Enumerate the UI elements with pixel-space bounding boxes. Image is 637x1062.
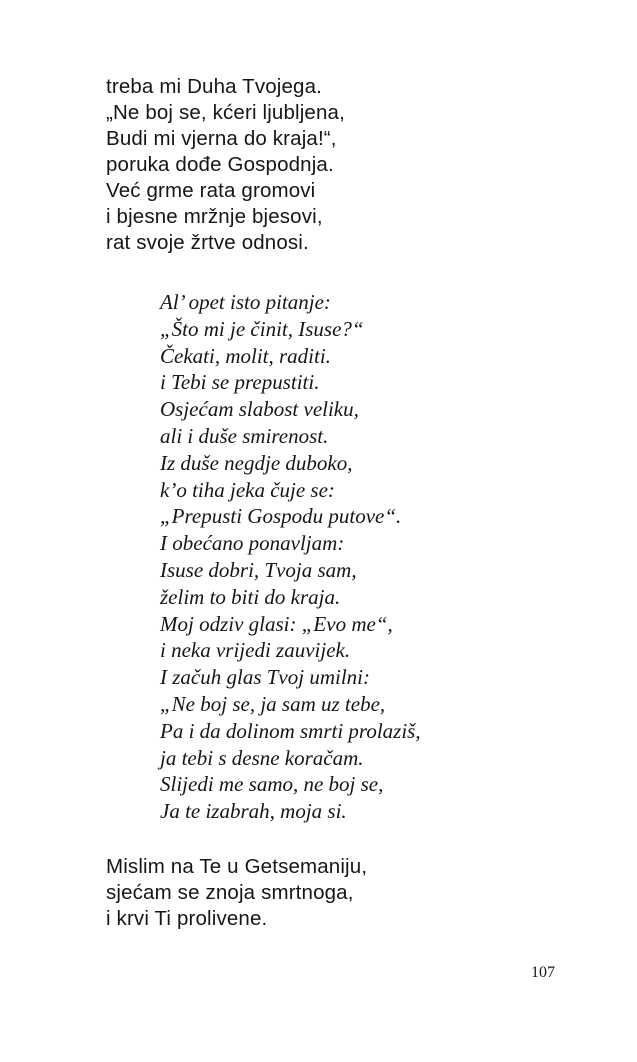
poem-line: rat svoje žrtve odnosi.: [106, 231, 309, 254]
poem-line: Već grme rata gromovi: [106, 179, 316, 202]
stanza-3: [106, 854, 367, 932]
poem-line: Al’ opet isto pitanje:: [160, 290, 331, 314]
poem-line: Osjećam slabost veliku,: [160, 397, 359, 422]
poem-line: Mislim na Te u Getsemaniju,: [106, 855, 368, 878]
stanza-2-italic: [160, 289, 421, 825]
poem-line: Ja te izabrah, moja si.: [160, 799, 347, 824]
poem-line: i krvi Ti prolivene.: [106, 907, 268, 930]
poem-line: i neka vrijedi zauvijek.: [160, 638, 351, 663]
poem-line: I obećano ponavljam:: [160, 531, 345, 556]
poem-line: ja tebi s desne koračam.: [160, 745, 364, 770]
poem-line: „Što mi je činit, Isuse?“: [160, 316, 364, 341]
poem-line: Slijedi me samo, ne boj se,: [160, 772, 384, 797]
poem-line: poruka dođe Gospodnja.: [106, 153, 334, 176]
poem-line: Isuse dobri, Tvoja sam,: [160, 557, 357, 582]
poem-line: „Ne boj se, ja sam uz tebe,: [160, 691, 386, 716]
poem-line: k’o tiha jeka čuje se:: [160, 477, 335, 502]
poem-line: sjećam se znoja smrtnoga,: [106, 881, 354, 904]
poem-line: Budi mi vjerna do kraja!“,: [106, 127, 337, 150]
poem-line: i Tebi se prepustiti.: [160, 370, 320, 395]
poem-line: treba mi Duha Tvojega.: [106, 75, 323, 98]
stanza-1: [106, 74, 345, 256]
poem-line: i bjesne mržnje bjesovi,: [106, 205, 323, 228]
poem-line: I začuh glas Tvoj umilni:: [160, 665, 370, 690]
poem-line: Čekati, molit, raditi.: [160, 343, 331, 368]
poem-line: „Ne boj se, kćeri ljubljena,: [106, 101, 345, 124]
page-number: 107: [531, 964, 555, 981]
poem-line: „Prepusti Gospodu putove“.: [160, 504, 402, 529]
poem-line: ali i duše smirenost.: [160, 423, 329, 448]
poem-line: želim to biti do kraja.: [160, 584, 341, 609]
poem-line: Moj odziv glasi: „Evo me“,: [160, 611, 393, 636]
poem-line: Pa i da dolinom smrti prolaziš,: [160, 718, 421, 743]
poem-line: Iz duše negdje duboko,: [160, 450, 353, 475]
